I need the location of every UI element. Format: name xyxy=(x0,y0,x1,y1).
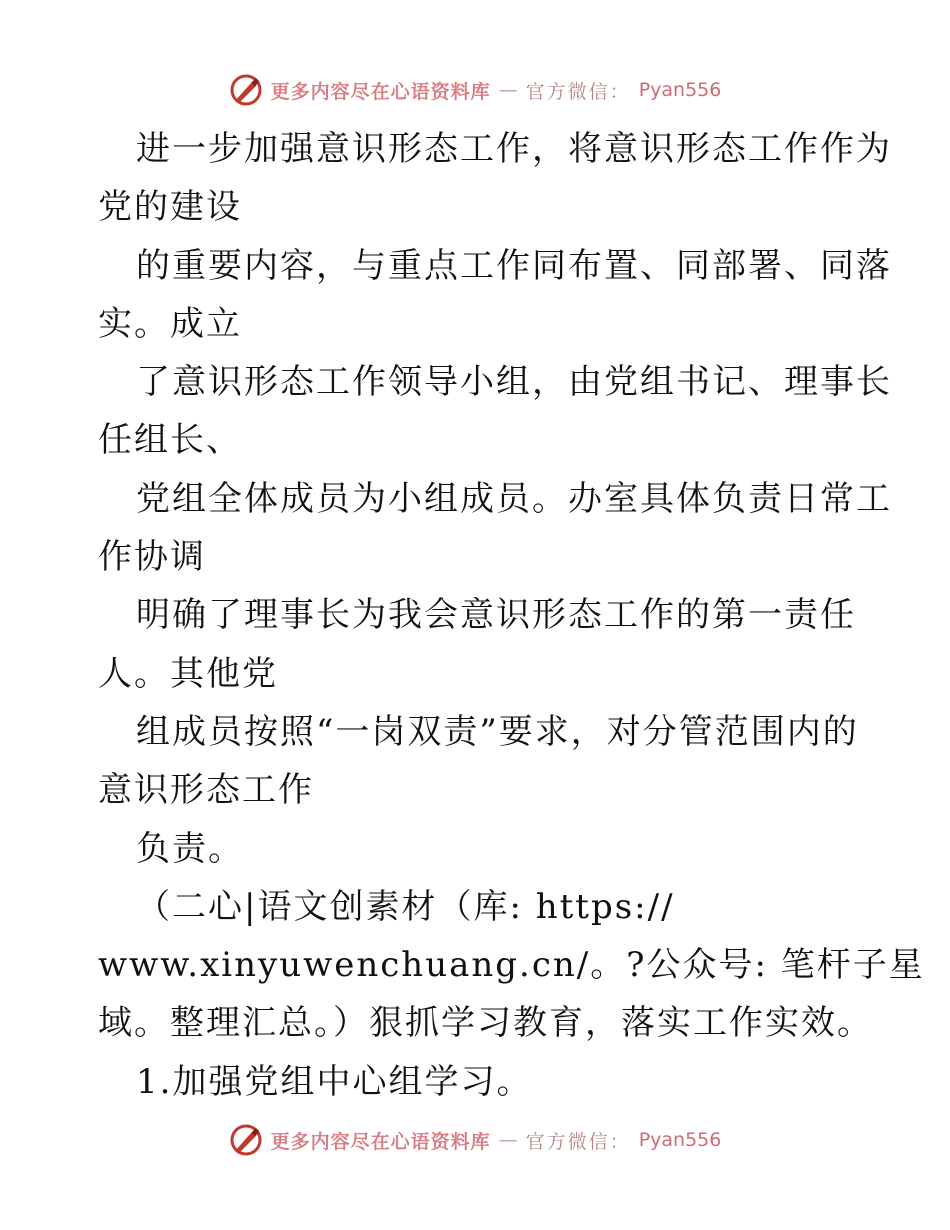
text-line: www.xinyuwenchuang.cn/。?公众号: 笔杆子星 xyxy=(98,945,925,986)
pen-logo-icon xyxy=(229,1123,263,1157)
text-line: 1.加强党组中心组学习。 xyxy=(136,1061,533,1102)
watermark-wechat-id: Pyan556 xyxy=(638,1129,722,1151)
watermark-main-text: 更多内容尽在心语资料库 xyxy=(270,80,491,103)
watermark-wechat-id: Pyan556 xyxy=(638,79,722,101)
text-line: 域。整理汇总。）狠抓学习教育，落实工作实效。 xyxy=(98,1003,873,1044)
text-line: 任组长、 xyxy=(98,420,242,461)
watermark-wechat-label: 官方微信： xyxy=(525,80,631,103)
header-watermark xyxy=(0,70,950,110)
watermark-separator: — xyxy=(498,79,518,101)
pen-logo-icon xyxy=(229,73,263,107)
text-line: 党组全体成员为小组成员。办室具体负责日常工 xyxy=(136,478,892,519)
text-line: （二心|语文创素材（库: https:// xyxy=(136,886,675,927)
text-line: 作协调 xyxy=(98,537,206,578)
footer-watermark xyxy=(0,1120,950,1160)
text-line: 的重要内容，与重点工作同布置、同部署、同落 xyxy=(136,245,892,286)
watermark-separator: — xyxy=(498,1129,518,1151)
text-line: 意识形态工作 xyxy=(98,770,314,811)
text-line: 明确了理事长为我会意识形态工作的第一责任 xyxy=(136,595,856,636)
text-line: 负责。 xyxy=(136,828,244,869)
watermark-wechat-label: 官方微信： xyxy=(525,1130,631,1153)
text-line: 组成员按照“一岗双责”要求，对分管范围内的 xyxy=(136,711,859,752)
text-line: 人。其他党 xyxy=(98,653,278,694)
watermark-main-text: 更多内容尽在心语资料库 xyxy=(270,1130,491,1153)
text-line: 实。成立 xyxy=(98,303,242,344)
text-line: 进一步加强意识形态工作，将意识形态工作作为 xyxy=(136,129,892,169)
text-line: 了意识形态工作领导小组，由党组书记、理事长 xyxy=(136,362,892,403)
text-line: 党的建设 xyxy=(98,187,242,228)
document-body xyxy=(98,120,925,1111)
